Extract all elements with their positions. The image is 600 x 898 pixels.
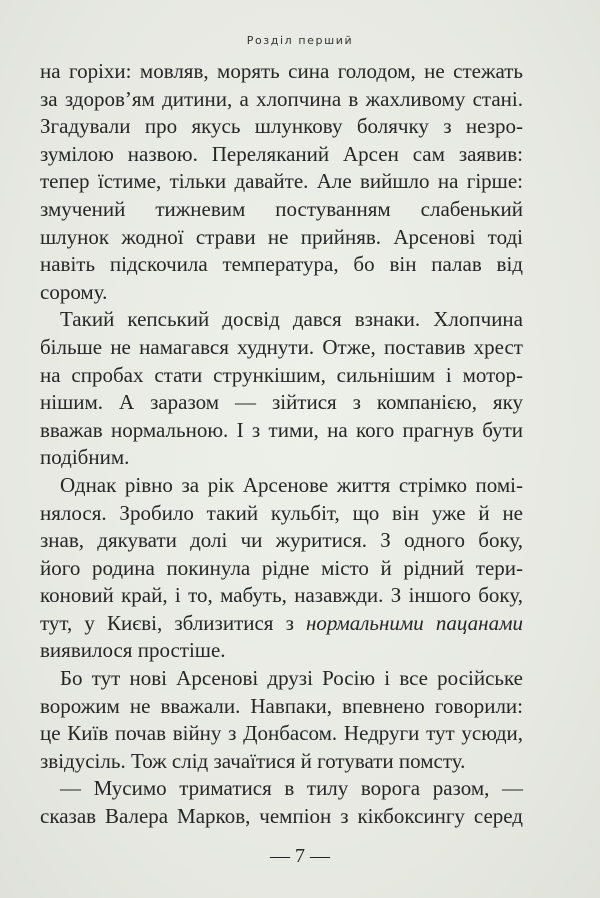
text-line: [40, 637, 523, 665]
text-line: [40, 306, 523, 334]
paragraph: [40, 775, 523, 830]
text-line: [40, 58, 523, 86]
text-line: [40, 582, 523, 610]
line-text: навіть підскочила температура, бо він палав від: [40, 252, 523, 277]
text-line: [40, 527, 523, 555]
line-text: шлунок жодної страви не прийняв. Арсенові тоді: [40, 224, 523, 249]
line-text: Однак рівно за рік Арсенове життя стрімко помі-: [60, 472, 523, 497]
paragraph: [40, 665, 523, 775]
line-text: сорому.: [40, 279, 108, 304]
text-line: [40, 775, 523, 803]
text-line: [40, 196, 523, 224]
text-line: [40, 665, 523, 693]
italic-phrase: нормальними пацанами: [306, 610, 524, 635]
line-text: більше не намагався худнути. Отже, поставив хрест: [40, 334, 523, 359]
line-text: змучений тижневим постуванням слабенький: [40, 196, 523, 221]
line-text: вважав нормальною. І з тими, на кого прагнув бути: [40, 417, 523, 442]
text-line: [40, 748, 523, 776]
paragraph: [40, 58, 523, 306]
text-line: [40, 113, 523, 141]
body-text: [40, 58, 523, 831]
line-text: коновий край, і то, мабуть, назавжди. З іншого боку,: [40, 583, 523, 608]
text-line: [40, 334, 523, 362]
page-number: — 7 —: [270, 845, 330, 867]
text-line: [40, 168, 523, 196]
text-line: [40, 720, 523, 748]
paragraph: [40, 306, 523, 472]
text-line: [40, 389, 523, 417]
text-line: [40, 279, 523, 307]
line-text: ворожим не вважали. Навпаки, впевнено говорили:: [40, 693, 523, 718]
line-text: тут, у Києві, зблизитися з: [40, 610, 306, 635]
line-text: виявилося простіше.: [40, 638, 226, 663]
line-text: сказав Валера Марков, чемпіон з кікбоксингу серед: [40, 804, 523, 829]
text-line: [40, 141, 523, 169]
text-line: [40, 224, 523, 252]
text-line: [40, 555, 523, 583]
paragraph: [40, 472, 523, 665]
text-line: [40, 86, 523, 114]
line-text: Згадували про якусь шлункову болячку з незро-: [40, 114, 523, 139]
line-text: на спробах стати стрункішим, сильнішим і мотор-: [40, 362, 523, 387]
line-text: знав, дякувати долі чи журитися. З одного боку,: [40, 528, 523, 553]
line-text: це Київ почав війну з Донбасом. Недруги тут усюди,: [40, 721, 523, 746]
line-text: зумілою назвою. Переляканий Арсен сам заявив:: [40, 141, 523, 166]
text-line: [40, 803, 523, 831]
text-line: [40, 500, 523, 528]
line-text: — Мусимо триматися в тилу ворога разом, —: [60, 776, 523, 801]
line-text: звідусіль. Тож слід зачаїтися й готувати помсту.: [40, 748, 466, 773]
text-line: [40, 251, 523, 279]
text-line: [40, 472, 523, 500]
text-line: [40, 444, 523, 472]
line-text: нялося. Зробило такий кульбіт, що він уже й не: [40, 500, 523, 525]
line-text: подібним.: [40, 445, 130, 470]
line-text: його родина покинула рідне місто й рідний тери-: [40, 555, 523, 580]
line-text: за здоров’ям дитини, а хлопчина в жахливому стані.: [40, 86, 523, 111]
line-text: Бо тут нові Арсенові друзі Росію і все російське: [60, 666, 523, 691]
line-text: Такий кепський досвід дався взнаки. Хлопчина: [60, 307, 523, 332]
running-head: Розділ перший: [246, 34, 354, 47]
line-text: тепер їстиме, тільки давайте. Але вийшло на гірше:: [40, 169, 523, 194]
text-line: [40, 417, 523, 445]
line-text: на горіхи: мовляв, морять сина голодом, не стежать: [40, 59, 523, 83]
text-line: [40, 362, 523, 390]
text-line: [40, 610, 523, 638]
line-text: нішим. А заразом — зійтися з компанією, яку: [40, 390, 523, 415]
text-line: [40, 693, 523, 721]
